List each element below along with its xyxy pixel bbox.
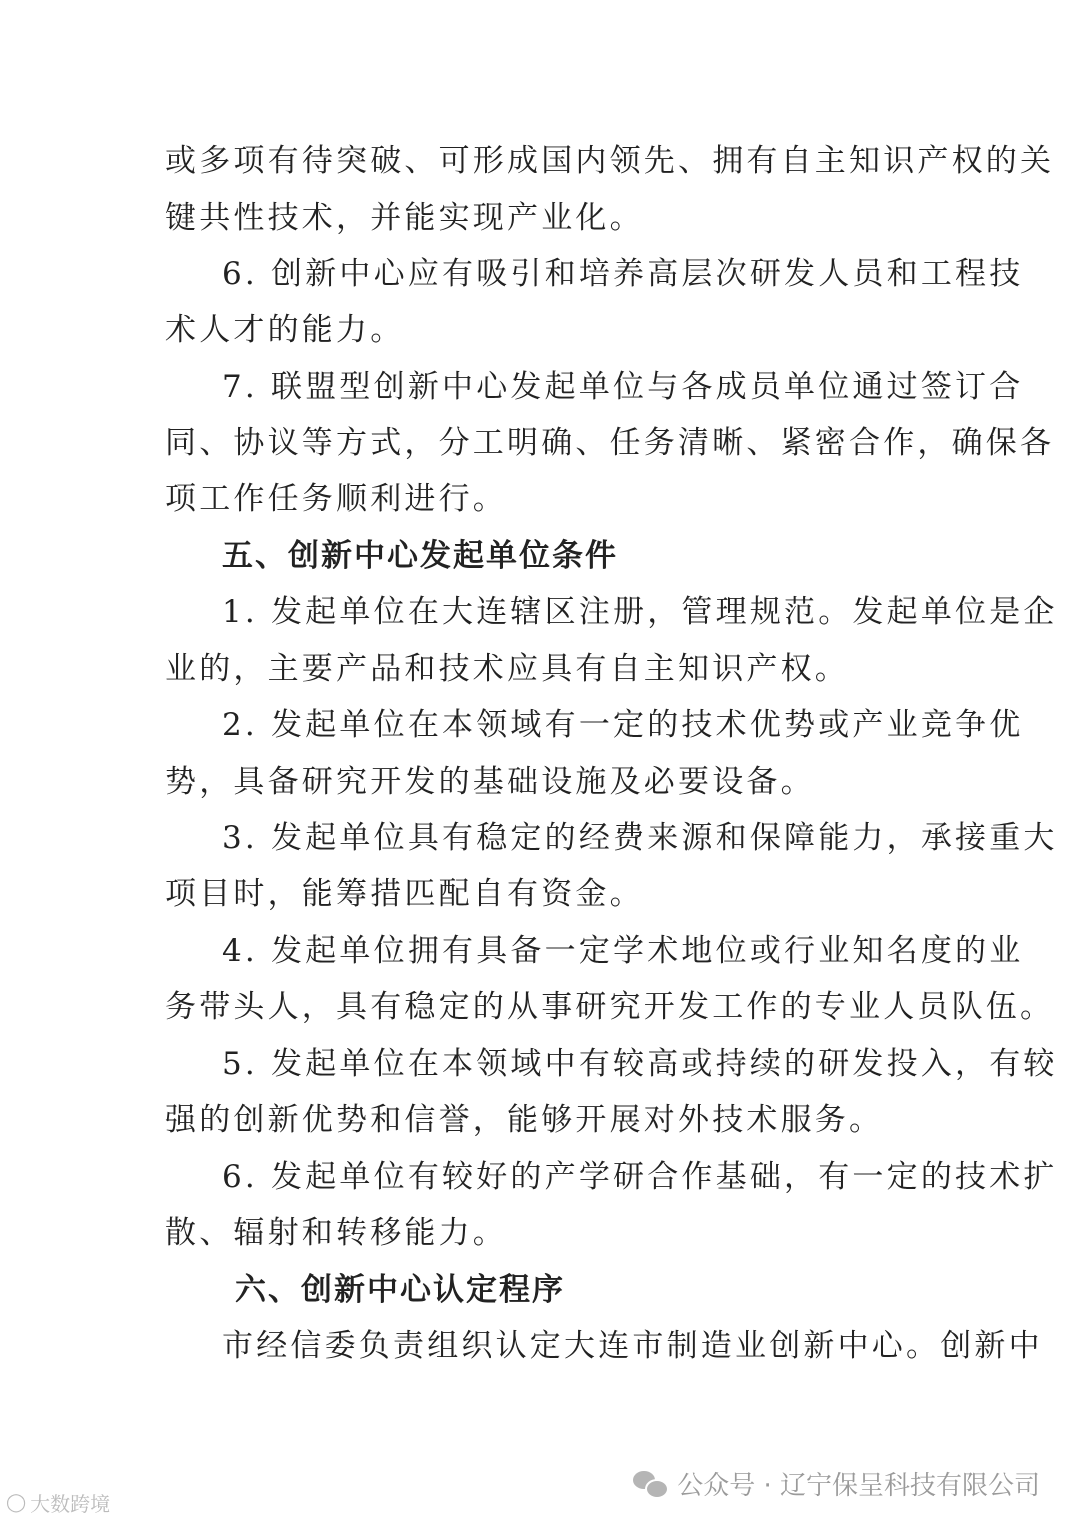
paragraph-line: 强的创新优势和信誉，能够开展对外技术服务。 xyxy=(165,1102,884,1138)
wechat-icon xyxy=(633,1469,667,1499)
paragraph-line: 散、辐射和转移能力。 xyxy=(165,1215,507,1251)
watermark-logo-icon: ◯ xyxy=(6,1492,27,1513)
footer-watermarks xyxy=(0,1460,1080,1520)
watermark-right-text: 公众号 · 辽宁保呈科技有限公司 xyxy=(677,1471,1040,1501)
paragraph-line: 项目时，能筹措匹配自有资金。 xyxy=(165,876,644,912)
paragraph-line: 5. 发起单位在本领域中有较高或持续的研发投入，有较 xyxy=(222,1046,1058,1082)
watermark-left-text: 大数跨境 xyxy=(30,1492,111,1516)
paragraph-line: 3. 发起单位具有稳定的经费来源和保障能力，承接重大 xyxy=(222,820,1058,856)
paragraph-line: 键共性技术，并能实现产业化。 xyxy=(165,200,644,236)
paragraph-line: 6. 发起单位有较好的产学研合作基础，有一定的技术扩 xyxy=(222,1159,1058,1195)
paragraph-line: 业的，主要产品和技术应具有自主知识产权。 xyxy=(165,651,849,687)
paragraph-line: 1. 发起单位在大连辖区注册，管理规范。发起单位是企 xyxy=(222,594,1058,630)
paragraph-line: 术人才的能力。 xyxy=(165,312,405,348)
watermark-left xyxy=(6,1488,110,1517)
paragraph-line: 务带头人，具有稳定的从事研究开发工作的专业人员队伍。 xyxy=(165,989,1055,1025)
paragraph-line: 2. 发起单位在本领域有一定的技术优势或产业竞争优 xyxy=(222,707,1024,743)
paragraph-line: 势，具备研究开发的基础设施及必要设备。 xyxy=(165,764,815,800)
paragraph-line: 或多项有待突破、可形成国内领先、拥有自主知识产权的关 xyxy=(165,143,1055,179)
paragraph-line: 项工作任务顺利进行。 xyxy=(165,481,507,517)
section-heading: 六、创新中心认定程序 xyxy=(235,1272,565,1308)
paragraph-line: 6. 创新中心应有吸引和培养高层次研发人员和工程技 xyxy=(222,256,1024,292)
paragraph-line: 同、协议等方式，分工明确、任务清晰、紧密合作，确保各 xyxy=(165,425,1055,461)
section-heading: 五、创新中心发起单位条件 xyxy=(222,538,618,574)
watermark-right xyxy=(633,1465,1040,1502)
paragraph-line: 市经信委负责组织认定大连市制造业创新中心。创新中 xyxy=(222,1328,1043,1364)
paragraph-line: 4. 发起单位拥有具备一定学术地位或行业知名度的业 xyxy=(222,933,1024,969)
paragraph-line: 7. 联盟型创新中心发起单位与各成员单位通过签订合 xyxy=(222,369,1024,405)
